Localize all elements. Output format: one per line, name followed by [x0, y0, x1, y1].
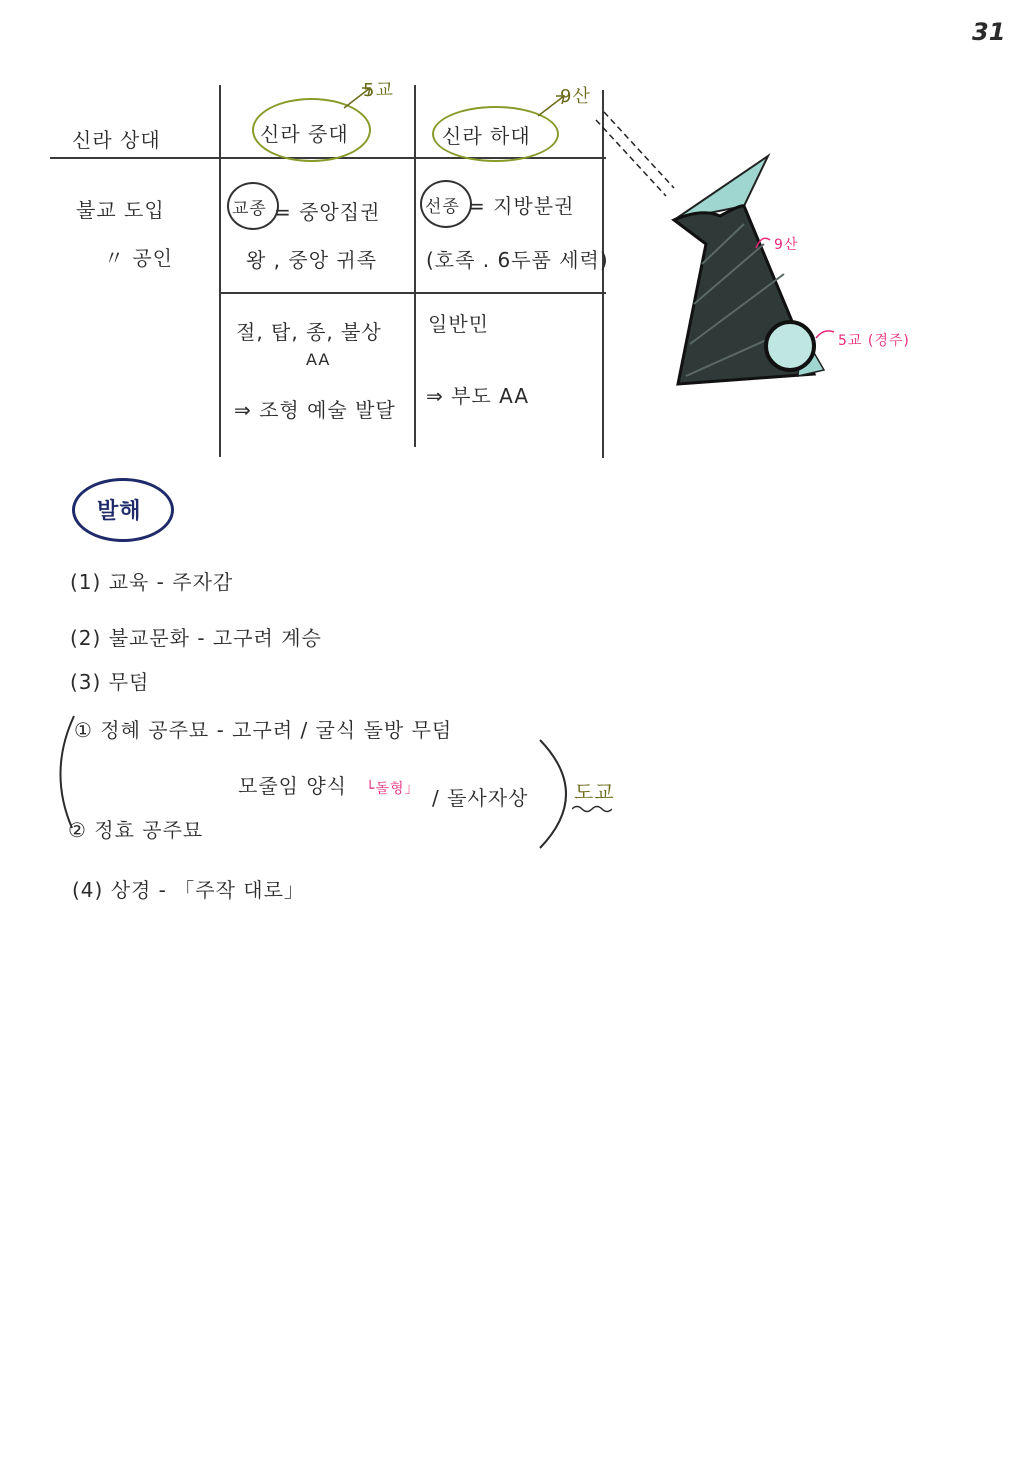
header-silla-mid: 신라 중대: [260, 122, 349, 146]
tomb-princess-jeonghye: ① 정혜 공주묘 - 고구려 / 굴식 돌방 무덤: [74, 718, 453, 742]
cell-seonjong: 선종: [425, 197, 460, 217]
cell-temples-aa: AA: [306, 350, 331, 369]
tomb-princess-jeonghyo: ② 정효 공주묘: [68, 818, 204, 842]
cell-temples-list: 절, 탑, 종, 불상: [236, 320, 382, 344]
table-row-rule: [220, 292, 606, 294]
table-col-rule-1: [219, 85, 221, 457]
table-col-rule-2: [414, 85, 416, 447]
cell-buddhism-official: 〃 공인: [104, 246, 173, 270]
balhae-item-sanggyeong: (4) 상경 - 「주작 대로」: [72, 878, 305, 902]
cell-art-develop: ⇒ 조형 예술 발달: [234, 398, 396, 422]
tomb-moimul-style: 모줄임 양식: [238, 774, 347, 798]
right-paren-icon: [536, 736, 576, 852]
cell-decentralized: = 지방분권: [468, 194, 575, 218]
cell-buddhism-intro: 불교 도입: [76, 198, 165, 222]
tomb-stone-lion: / 돌사자상: [432, 786, 529, 810]
bracket-note-dogyo: 도교: [574, 780, 615, 804]
diagram-label-5gyo: 5교 (경주): [838, 333, 910, 349]
tomb-pink-note: └돌형」: [366, 781, 420, 797]
cell-commoners: 일반민: [428, 312, 489, 336]
note-5gyo: 5교: [363, 80, 394, 101]
mountain-diagram: [594, 84, 914, 404]
wavy-underline-icon: [572, 804, 612, 814]
header-silla-late: 신라 하대: [442, 124, 531, 148]
balhae-item-buddhism: (2) 불교문화 - 고구려 계승: [70, 626, 322, 650]
cell-centralized: = 중앙집권: [274, 200, 381, 224]
diagram-label-9san: 9산: [774, 237, 799, 253]
note-9san: 9산: [560, 86, 591, 107]
balhae-item-education: (1) 교육 - 주자감: [70, 570, 234, 594]
header-silla-early: 신라 상대: [72, 128, 161, 152]
cell-king-nobles: 왕 , 중앙 귀족: [246, 248, 378, 272]
balhae-item-tombs: (3) 무덤: [70, 670, 150, 694]
cell-hojok: (호족 . 6두품 세력): [426, 248, 609, 272]
cell-budo: ⇒ 부도 AA: [426, 384, 530, 408]
cell-gyojong: 교종: [232, 199, 267, 219]
page-number: 31: [972, 18, 1006, 46]
balhae-title: 발해: [97, 499, 142, 524]
